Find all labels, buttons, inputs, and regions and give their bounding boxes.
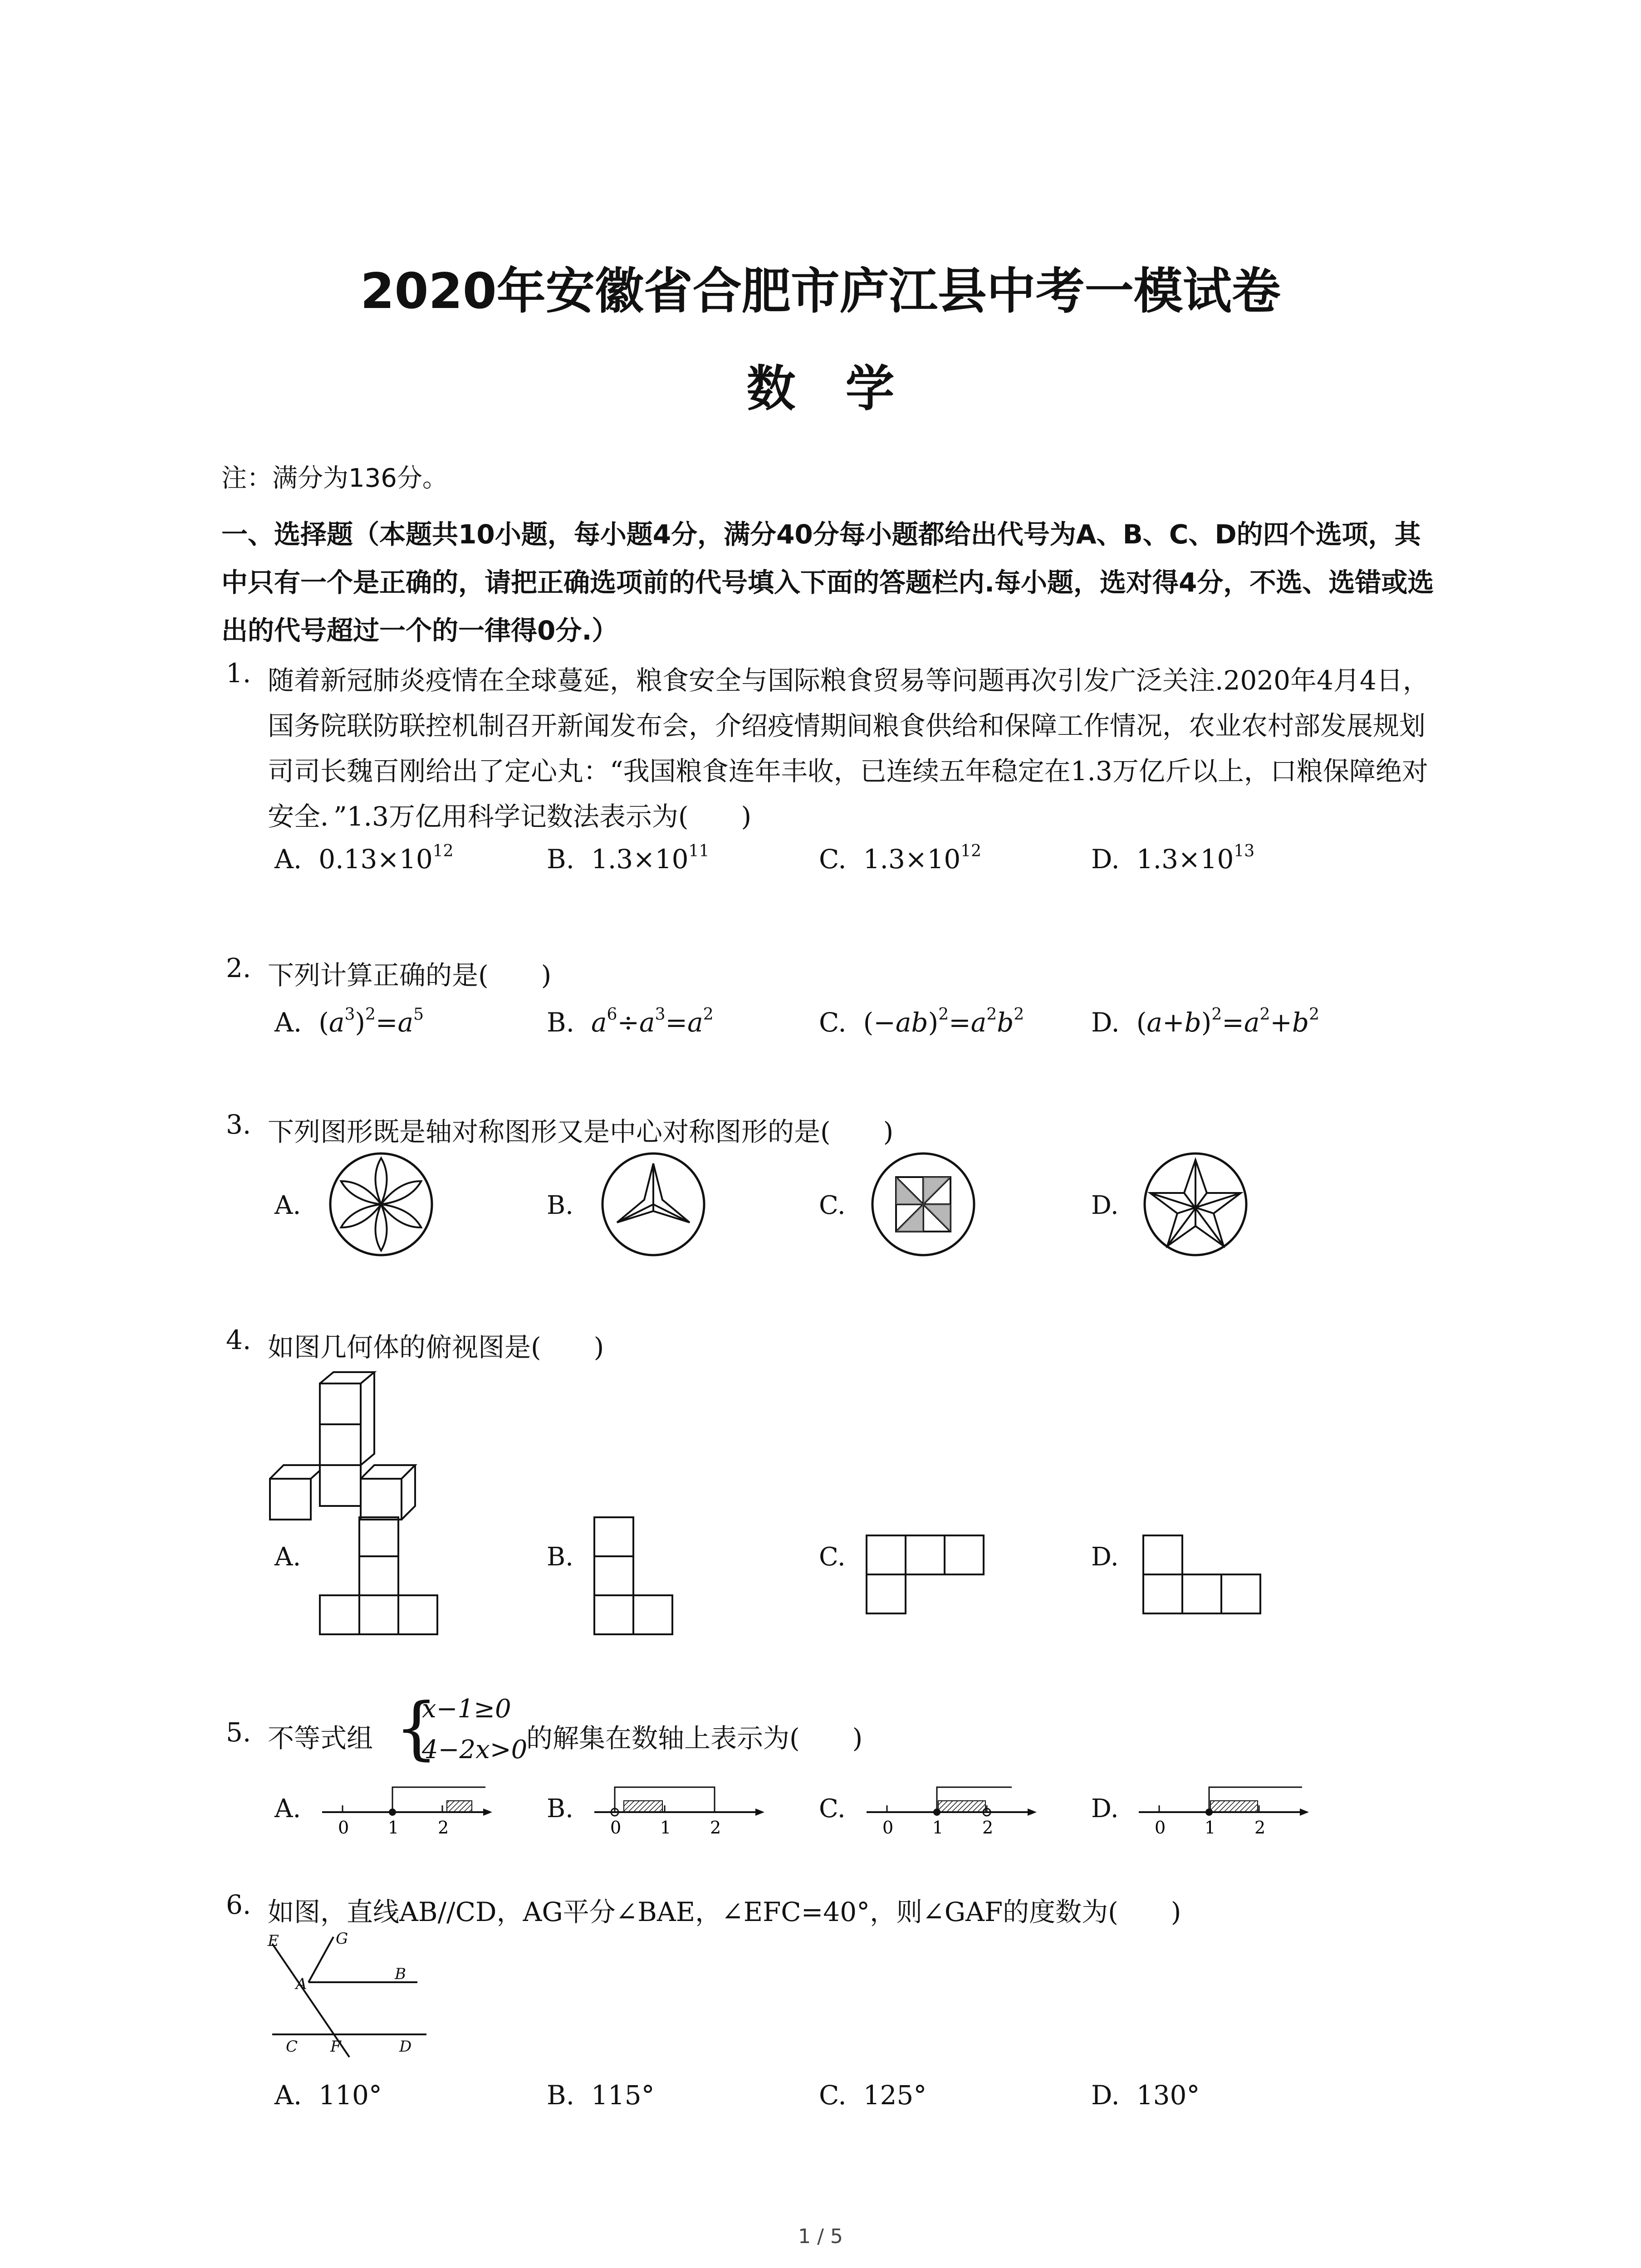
- option-b: B. $a^6\div a^3=a^2$: [547, 1005, 714, 1038]
- number-line-d: [1134, 1778, 1316, 1842]
- option-d-label: D.: [1091, 1542, 1119, 1572]
- tick-label: 0: [1155, 1818, 1166, 1838]
- number-line-a: [318, 1778, 499, 1842]
- question-text: 如图，直线AB//CD，AG平分∠BAE，∠EFC=40°，则∠GAF的度数为( ): [268, 1897, 1181, 1927]
- option-d-label: D.: [1091, 1794, 1119, 1823]
- tick-label: 1: [660, 1818, 671, 1838]
- option-c-label: C.: [819, 1794, 846, 1823]
- question-text-post: 的解集在数轴上表示为( ): [526, 1723, 863, 1754]
- flower-circle-figure: [327, 1150, 436, 1259]
- option-a: A. $(a^3)^2=a^5$: [274, 1005, 424, 1038]
- option-d: D. 130°: [1091, 2080, 1200, 2111]
- question-text: 下列图形既是轴对称图形又是中心对称图形的是( ): [268, 1116, 894, 1147]
- point-label-a: A: [296, 1975, 307, 1993]
- point-label-b: B: [395, 1965, 406, 1983]
- tick-label: 2: [982, 1818, 994, 1838]
- inequality-2: 4−2x>0: [422, 1735, 528, 1765]
- option-a-label: A.: [274, 1794, 301, 1823]
- point-label-g: G: [336, 1930, 348, 1948]
- tick-label: 0: [610, 1818, 622, 1838]
- cube-stack-figure: [263, 1370, 417, 1524]
- point-label-d: D: [399, 2038, 412, 2056]
- option-d: D. $(a+b)^2=a^2+b^2$: [1091, 1005, 1320, 1038]
- tick-label: 2: [710, 1818, 721, 1838]
- question-number: 1.: [226, 658, 251, 689]
- option-d: D. $1.3\times 10^{13}$: [1091, 842, 1255, 875]
- option-b: B. $1.3\times 10^{11}$: [547, 842, 710, 875]
- question-text: 下列计算正确的是( ): [268, 960, 552, 991]
- number-line-c: [862, 1778, 1043, 1842]
- subject-title: 数学: [746, 361, 945, 417]
- score-note: 注：满分为136分。: [221, 464, 448, 493]
- question-text-pre: 不等式组: [268, 1723, 373, 1754]
- option-c: C. 125°: [819, 2080, 927, 2111]
- option-c-label: C.: [819, 1542, 846, 1572]
- option-a-label: A.: [274, 1542, 301, 1572]
- tick-label: 2: [1254, 1818, 1266, 1838]
- tri-star-circle-figure: [599, 1150, 708, 1259]
- question-text: 如图几何体的俯视图是( ): [268, 1332, 604, 1363]
- pinwheel-circle-figure: [869, 1150, 978, 1259]
- tick-label: 0: [338, 1818, 349, 1838]
- five-star-circle-figure: [1141, 1150, 1250, 1259]
- tick-label: 0: [882, 1818, 894, 1838]
- point-label-f: F: [330, 2038, 341, 2056]
- question-number: 6.: [226, 1889, 251, 1920]
- point-label-e: E: [268, 1932, 279, 1950]
- question-number: 5.: [226, 1717, 251, 1748]
- option-a-view-figure: [318, 1515, 449, 1647]
- option-a-label: A.: [274, 1191, 301, 1220]
- option-c-view-figure: [864, 1533, 996, 1624]
- option-b-label: B.: [547, 1794, 573, 1823]
- section-heading: 一、选择题（本题共10小题，每小题4分，满分40分每小题都给出代号为A、B、C、D的四个选项，其中只有一个是正确的，请把正确选项前的代号填入下面的答题栏内.每小题，选对得4分，不选、选错或选出的代号超过一个的一律得0分.）: [221, 519, 1434, 646]
- option-d-view-figure: [1141, 1533, 1273, 1624]
- option-b-label: B.: [547, 1191, 573, 1220]
- tick-label: 1: [1205, 1818, 1216, 1838]
- question-text: 随着新冠肺炎疫情在全球蔓延，粮食安全与国际粮食贸易等问题再次引发广泛关注.2020年4月4日，国务院联防联控机制召开新闻发布会，介绍疫情期间粮食供给和保障工作情况，农业农村部发展规划司司长魏百刚给出了定心丸：“我国粮食连年丰收，已连续五年稳定在1.3万亿斤以上，口粮保障绝对安全．”1.3万亿用科学记数法表示为( ): [268, 665, 1429, 832]
- option-b-view-figure: [592, 1515, 683, 1647]
- option-a: A. 110°: [274, 2080, 382, 2111]
- number-line-b: [590, 1778, 771, 1842]
- tick-label: 1: [932, 1818, 944, 1838]
- tick-label: 2: [438, 1818, 449, 1838]
- question-number: 2.: [226, 953, 251, 983]
- option-c: C. $1.3\times 10^{12}$: [819, 842, 982, 875]
- option-b: B. 115°: [547, 2080, 655, 2111]
- tick-label: 1: [388, 1818, 399, 1838]
- inequality-1: x−1≥0: [422, 1694, 511, 1724]
- page-number: 1 / 5: [798, 2225, 843, 2248]
- question-number: 4.: [226, 1325, 251, 1355]
- exam-title: 2020年安徽省合肥市庐江县中考一模试卷: [360, 263, 1281, 320]
- parallel-lines-figure: [254, 1930, 445, 2066]
- option-d-label: D.: [1091, 1191, 1119, 1220]
- question-number: 3.: [226, 1109, 251, 1140]
- point-label-c: C: [286, 2038, 298, 2056]
- option-c: C. $(-ab)^2=a^2b^2$: [819, 1005, 1024, 1038]
- option-b-label: B.: [547, 1542, 573, 1572]
- system-brace: {: [395, 1689, 438, 1768]
- option-a: A. $0.13\times 10^{12}$: [274, 842, 454, 875]
- option-c-label: C.: [819, 1191, 846, 1220]
